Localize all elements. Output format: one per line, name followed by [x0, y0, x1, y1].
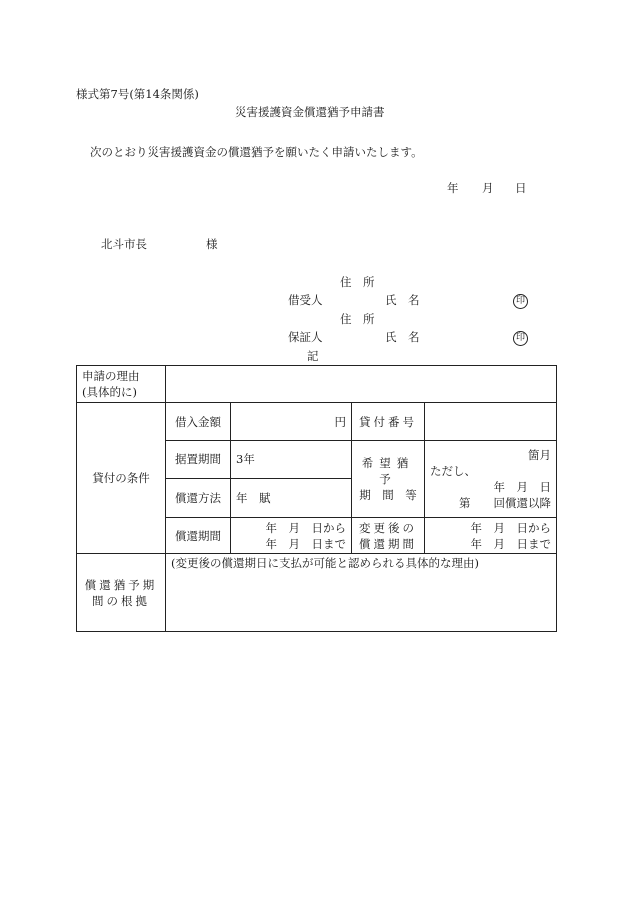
date-year: 年 [447, 181, 459, 195]
deferment-period-value: 3年 [231, 441, 352, 479]
addressee-honorific: 様 [206, 237, 218, 251]
date-month: 月 [482, 181, 494, 195]
basis-label-sub: 間の根拠 [92, 593, 150, 608]
loan-amount-row [77, 403, 557, 441]
desired-date: 年 月 日 [493, 480, 551, 494]
reason-input[interactable] [166, 366, 557, 403]
form-title: 災害援護資金償還猶予申請書 [235, 105, 385, 119]
basis-label: 償還猶予期 [84, 577, 158, 592]
changed-period-label: 変更後の [359, 520, 417, 535]
repayment-method-value: 年 賦 [231, 478, 352, 517]
guarantor-seal-icon [513, 329, 528, 346]
guarantor-name-label: 氏 名 [385, 330, 420, 344]
borrower-seal-icon [513, 292, 528, 309]
repayment-period-to: 年 月 日まで [265, 536, 346, 551]
reason-label-sub: (具体的に) [82, 385, 137, 399]
desired-label: 希望猶予 [361, 456, 415, 486]
intro-text: 次のとおり災害援護資金の償還猶予を願いたく申請いたします。 [90, 145, 423, 159]
loan-amount-input[interactable] [231, 403, 352, 441]
yen-unit: 円 [334, 414, 346, 429]
date-day: 日 [515, 181, 527, 195]
however-label: ただし、 [430, 464, 476, 478]
borrower-address-label: 住 所 [340, 275, 375, 289]
loan-number-input[interactable] [425, 403, 557, 441]
desired-label-cell [352, 441, 425, 518]
reason-row [77, 366, 557, 403]
changed-period-from: 年 月 日から [470, 520, 551, 535]
changed-period-to: 年 月 日まで [470, 536, 551, 551]
borrower-name-label: 氏 名 [385, 293, 420, 307]
conditions-label: 貸付の条件 [77, 403, 166, 554]
repayment-period-from: 年 月 日から [265, 520, 346, 535]
deferment-period-label: 据置期間 [166, 441, 231, 479]
changed-period-label-sub: 償還期間 [359, 536, 417, 551]
changed-period-input[interactable] [425, 518, 557, 554]
form-number: 様式第7号(第14条関係) [76, 87, 199, 101]
nth-prefix: 第 [459, 496, 471, 510]
reason-label: 申請の理由 [82, 369, 140, 383]
basis-input[interactable] [166, 554, 557, 632]
guarantor-seal-text: 印 [513, 331, 528, 346]
addressee-name: 北斗市長 [101, 237, 147, 251]
basis-row [77, 554, 557, 632]
loan-number-label: 貸付番号 [352, 403, 425, 441]
application-table [76, 365, 557, 632]
repayment-period-input[interactable] [231, 518, 352, 554]
nth-repayment [430, 495, 551, 511]
basis-note: (変更後の償還期日に支払が可能と認められる具体的な理由) [171, 556, 479, 570]
desired-period-input[interactable] [425, 441, 557, 518]
borrower-seal-text: 印 [513, 294, 528, 309]
changed-period-label-cell [352, 518, 425, 554]
desired-label-sub: 期 間 等 [359, 488, 417, 502]
loan-amount-label: 借入金額 [166, 403, 231, 441]
ki-label: 記 [307, 349, 319, 363]
months-label: 箇月 [528, 448, 551, 462]
repayment-period-label: 償還期間 [166, 518, 231, 554]
guarantor-role: 保証人 [288, 330, 323, 344]
guarantor-address-label: 住 所 [340, 312, 375, 326]
basis-label-cell [77, 554, 166, 632]
borrower-role: 借受人 [288, 293, 323, 307]
reason-label-cell [77, 366, 166, 403]
repayment-method-label: 償還方法 [166, 478, 231, 517]
nth-suffix: 回償還以降 [493, 496, 551, 510]
